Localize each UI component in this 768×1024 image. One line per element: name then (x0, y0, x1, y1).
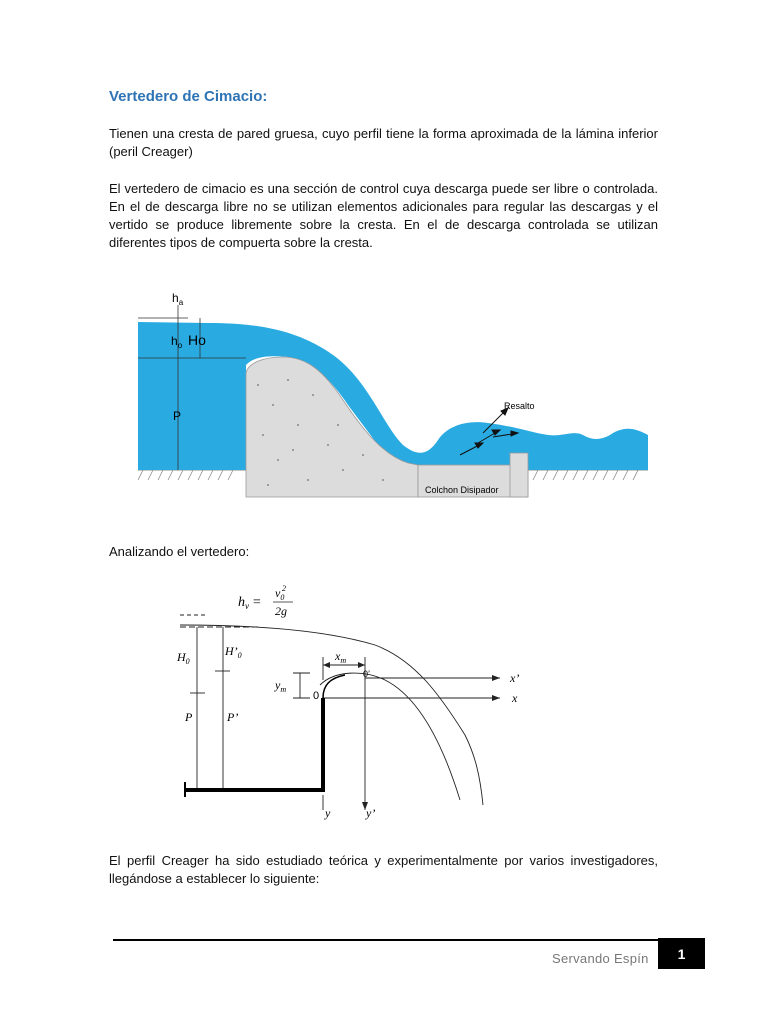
page-number: 1 (658, 938, 705, 969)
label-hv-sup: 2 (282, 585, 286, 593)
label-origin-prime: 0’ (363, 669, 371, 679)
footer-divider (113, 939, 658, 941)
label-ha: $h_a$ (172, 291, 184, 307)
label-H0: $H_0$ (177, 650, 190, 666)
paragraph-analysis: Analizando el vertedero: (109, 544, 250, 559)
label-xm: $x_m$ (335, 649, 347, 665)
paragraph-creager: El perfil Creager ha sido estudiado teórica y experimentalmente por varios investigadores, llegándose a establecer lo siguiente: (109, 853, 658, 886)
nappe-lower (320, 673, 460, 800)
paragraph-discharge: El vertedero de cimacio es una sección de control cuya descarga puede ser libre o controlada. En el de descarga libre no se utilizan elementos adicionales para regular las descargas y el vertido se produce libremente sobre la cresta. En el de descarga controlada se utilizan diferentes tipos de compuerta sobre la cresta. (109, 181, 658, 250)
label-hv-formula: $h_v$ = (238, 595, 262, 611)
paragraph-intro: Tienen una cresta de pared gruesa, cuyo perfil tiene la forma aproximada de la lámina inferior (peril Creager) (109, 126, 658, 159)
label-Ho: Ho (188, 332, 206, 348)
creager-profile-figure (175, 585, 530, 825)
weir-wall (185, 698, 323, 790)
section-title: Vertedero de Cimacio: (109, 88, 268, 105)
label-y-prime: y’ (366, 806, 376, 820)
label-x: x (512, 691, 518, 705)
label-ym: $y_m$ (275, 678, 287, 694)
label-P-prime: P’ (227, 710, 239, 724)
label-P: P (173, 409, 182, 423)
label-P: P (185, 710, 193, 724)
label-x-prime: x’ (510, 671, 520, 685)
weir-cross-section-figure (138, 285, 648, 500)
label-ho: $h_o$ (171, 334, 183, 350)
label-y: y (325, 806, 331, 820)
water-flow (138, 322, 648, 470)
label-colchon-disipador: Colchon Disipador (425, 485, 499, 495)
label-resalto: Resalto (504, 401, 535, 411)
label-origin: 0 (313, 690, 320, 702)
label-hv-denominator: 2g (275, 604, 287, 618)
label-H-prime-0: $H’_0$ (225, 644, 242, 660)
label-hv-numerator: $v_0$ (275, 586, 285, 602)
footer-author: Servando Espín (552, 951, 649, 966)
end-sill (510, 453, 528, 497)
